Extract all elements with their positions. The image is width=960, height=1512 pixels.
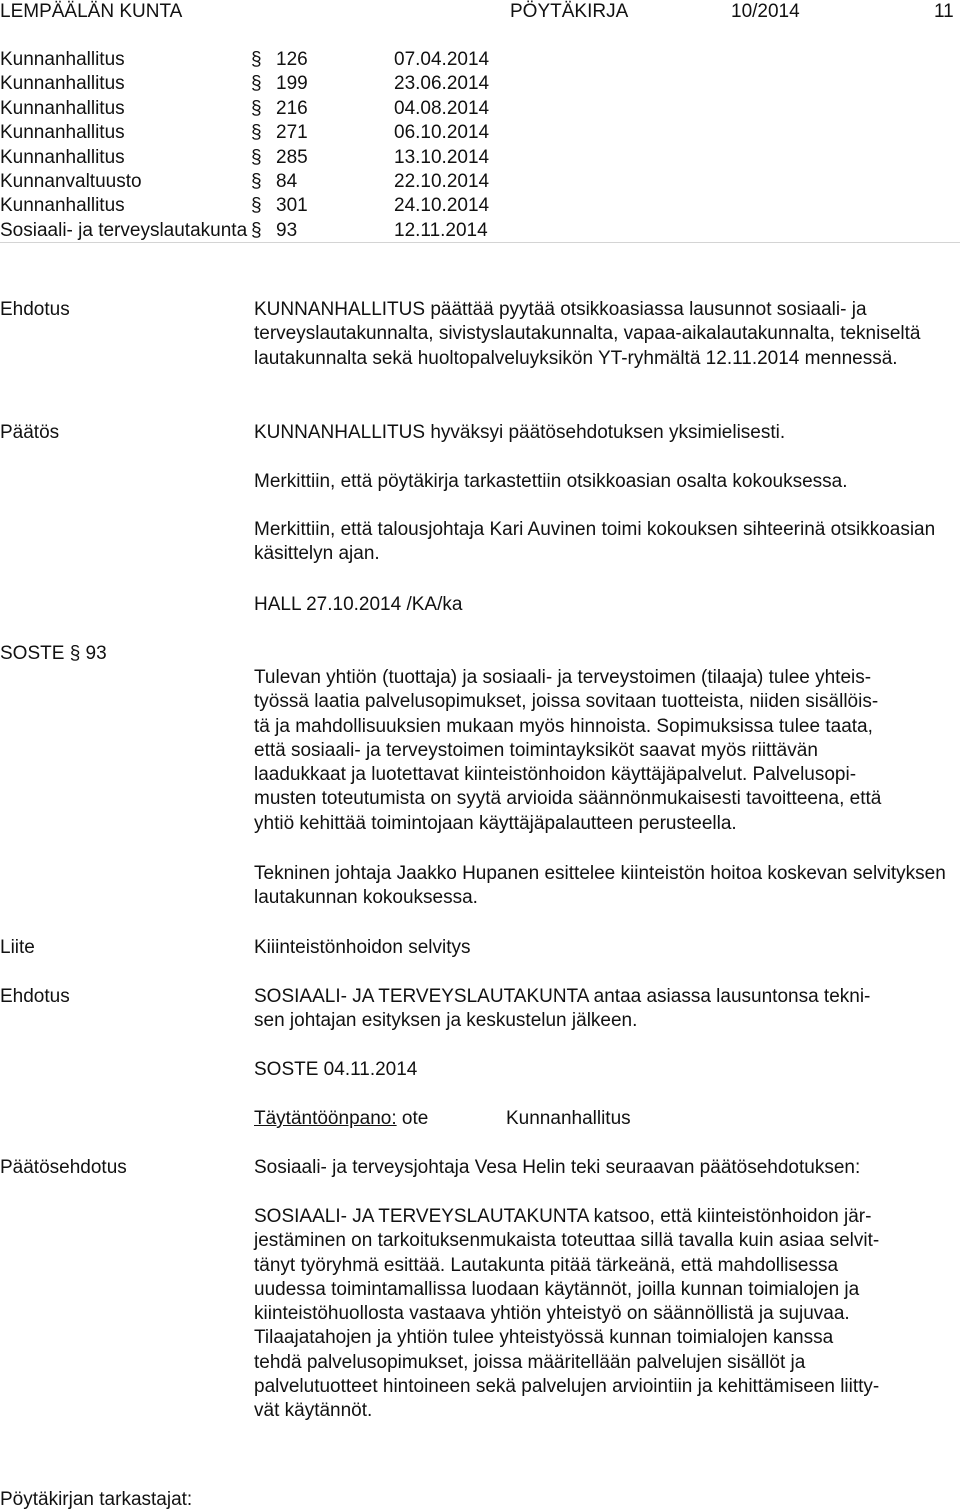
liite-label: Liite: [0, 937, 35, 958]
organization-name: LEMPÄÄLÄN KUNTA: [0, 1, 183, 22]
execution-doc: ote: [401, 1108, 429, 1129]
paragraph-line: jestäminen on tarkoituksenmukaista toteuttaa sillä tavalla kuin asiaa selvit-: [254, 1230, 880, 1252]
handling-history: [0, 48, 960, 243]
history-section-number: 301: [276, 195, 308, 217]
paragraph-line: yhtiö kehittää toimintojaan käyttäjäpalautteen perusteella.: [254, 812, 737, 834]
paatosehdotus-label: Päätösehdotus: [0, 1157, 127, 1178]
history-row: [0, 194, 960, 218]
execution-label: Täytäntöönpano: ote: [254, 1108, 429, 1129]
paragraph-line: SOSIAALI- JA TERVEYSLAUTAKUNTA katsoo, että kiinteistönhoidon jär-: [254, 1206, 872, 1227]
history-body: Kunnanhallitus: [0, 195, 125, 217]
paragraph-line: tänyt työryhmä esittää. Lautakunta pitää tärkeänä, että mahdollisessa: [254, 1254, 839, 1276]
history-body: Kunnanhallitus: [0, 49, 125, 70]
ehdotus-text: KUNNANHALLITUS päättää pyytää otsikkoasiassa lausunnot sosiaali- ja terveyslautakunnalta, sivistyslautakunnalta, vapaa-aikalautakunnalta, tekniseltä lautakunnalta sekä huoltopalveluyksikön YT-ryhmältä 12.11.2014 mennessä.: [254, 299, 921, 369]
history-body: Sosiaali- ja terveyslautakunta: [0, 219, 248, 241]
soste-section-heading: [0, 642, 107, 666]
section-sign: §: [251, 97, 262, 119]
section-sign: §: [251, 73, 262, 95]
history-body: Kunnanvaltuusto: [0, 170, 142, 192]
paragraph-line: laadukkaat ja luotettavat kiinteistönhoidon käyttäjäpalvelut. Palvelusopi-: [254, 764, 857, 786]
page-number: 11: [934, 1, 954, 22]
history-row: [0, 72, 960, 96]
paatos-text: KUNNANHALLITUS hyväksyi päätösehdotuksen yksimielisesti.: [254, 422, 786, 443]
history-row: [0, 121, 960, 145]
header-divider: [0, 242, 960, 243]
paragraph-line: tehdä palvelusopimukset, joissa määritellään palvelujen sisällöt ja: [254, 1351, 806, 1373]
paragraph-line: kiinteistöhuollosta vastaava yhtiön yhteistyö on säännöllistä ja sujuvaa.: [254, 1303, 850, 1325]
page-header: [0, 0, 960, 24]
paragraph-line: uudessa toimintamallissa luodaan käytännöt, joilla kunnan toimialojen ja: [254, 1278, 860, 1300]
kh-signature: HALL 27.10.2014 /KA/ka: [254, 594, 463, 615]
history-row: [0, 219, 960, 243]
history-section-number: 199: [276, 73, 308, 95]
section-sign: §: [69, 643, 81, 664]
soste-paragraph-1: [254, 666, 954, 836]
history-body: Kunnanhallitus: [0, 97, 125, 119]
history-date: 13.10.2014: [394, 146, 490, 168]
document-type: PÖYTÄKIRJA: [510, 1, 629, 22]
document-number: 10/2014: [731, 1, 800, 22]
history-date: 23.06.2014: [394, 73, 490, 95]
soste-ehdotus-label: Ehdotus: [0, 986, 70, 1007]
soste-ehdotus-text: [254, 985, 954, 1034]
liite-text: Kiiinteistönhoidon selvitys: [254, 937, 471, 958]
paragraph-line: että sosiaali- ja terveystoimen toimintayksiköt saavat myös riittävän: [254, 739, 818, 761]
history-section-number: 285: [276, 146, 308, 168]
history-section-number: 126: [276, 49, 308, 70]
paragraph-line: palvelutuotteet hintoineen sekä palvelujen arviointiin ja kehittämiseen liitty-: [254, 1376, 880, 1398]
soste-label: SOSTE: [0, 643, 65, 664]
history-section-number: 93: [276, 219, 298, 241]
secretary-note: Merkittiin, että talousjohtaja Kari Auvinen toimi kokouksen sihteerinä otsikkoasian käsittelyn ajan.: [254, 519, 936, 565]
paragraph-line: Tulevan yhtiön (tuottaja) ja sosiaali- ja terveystoimen (tilaaja) tulee yhteis-: [254, 667, 872, 688]
section-sign: §: [251, 49, 262, 70]
history-body: Kunnanhallitus: [0, 122, 125, 144]
paragraph-line: musten toteutumista on syytä arvioida säännönmukaisesti tavoitteena, että: [254, 788, 882, 810]
paragraph-line: SOSIAALI- JA TERVEYSLAUTAKUNTA antaa asiassa lausuntonsa tekni-: [254, 986, 871, 1007]
history-body: Kunnanhallitus: [0, 73, 125, 95]
execution-target: Kunnanhallitus: [506, 1108, 631, 1129]
section-sign: §: [251, 170, 262, 192]
paatos-label: Päätös: [0, 422, 60, 443]
ehdotus-label: Ehdotus: [0, 299, 70, 320]
decision-proposal: [254, 1205, 954, 1424]
history-date: 12.11.2014: [394, 219, 488, 241]
history-date: 04.08.2014: [394, 97, 490, 119]
paragraph-line: vät käytännöt.: [254, 1400, 373, 1422]
history-body: Kunnanhallitus: [0, 146, 125, 168]
history-date: 24.10.2014: [394, 195, 490, 217]
paragraph-line: sen johtajan esityksen ja keskustelun jälkeen.: [254, 1010, 638, 1032]
history-section-number: 84: [276, 170, 298, 192]
history-row: [0, 97, 960, 121]
reviewers-label: Pöytäkirjan tarkastajat:: [0, 1489, 193, 1510]
paragraph-line: tä ja mahdollisuuksien mukaan myös hinnoista. Sopimuksissa tulee taata,: [254, 715, 873, 737]
section-sign: §: [251, 146, 262, 168]
soste-section-number: 93: [85, 643, 107, 664]
section-sign: §: [251, 219, 262, 241]
history-date: 07.04.2014: [394, 49, 490, 70]
paragraph-line: Tilaajatahojen ja yhtiön tulee yhteistyössä kunnan toimialojen kanssa: [254, 1327, 834, 1349]
section-sign: §: [251, 122, 262, 144]
history-row: [0, 146, 960, 170]
history-row: [0, 48, 960, 72]
soste-paragraph-2: Tekninen johtaja Jaakko Hupanen esittelee kiinteistön hoitoa koskevan selvityksen lautakunnan kokouksessa.: [254, 863, 946, 909]
history-date: 22.10.2014: [394, 170, 490, 192]
minutes-note: Merkittiin, että pöytäkirja tarkastettiin otsikkoasian osalta kokouksessa.: [254, 471, 848, 492]
paatosehdotus-text: Sosiaali- ja terveysjohtaja Vesa Helin teki seuraavan päätösehdotuksen:: [254, 1157, 861, 1178]
section-sign: §: [251, 195, 262, 217]
history-section-number: 216: [276, 97, 308, 119]
history-section-number: 271: [276, 122, 308, 144]
paragraph-line: työssä laatia palvelusopimukset, joissa sovitaan tuotteista, niiden sisällöis-: [254, 691, 879, 713]
soste-signature: SOSTE 04.11.2014: [254, 1059, 418, 1080]
history-row: [0, 170, 960, 194]
history-date: 06.10.2014: [394, 122, 490, 144]
